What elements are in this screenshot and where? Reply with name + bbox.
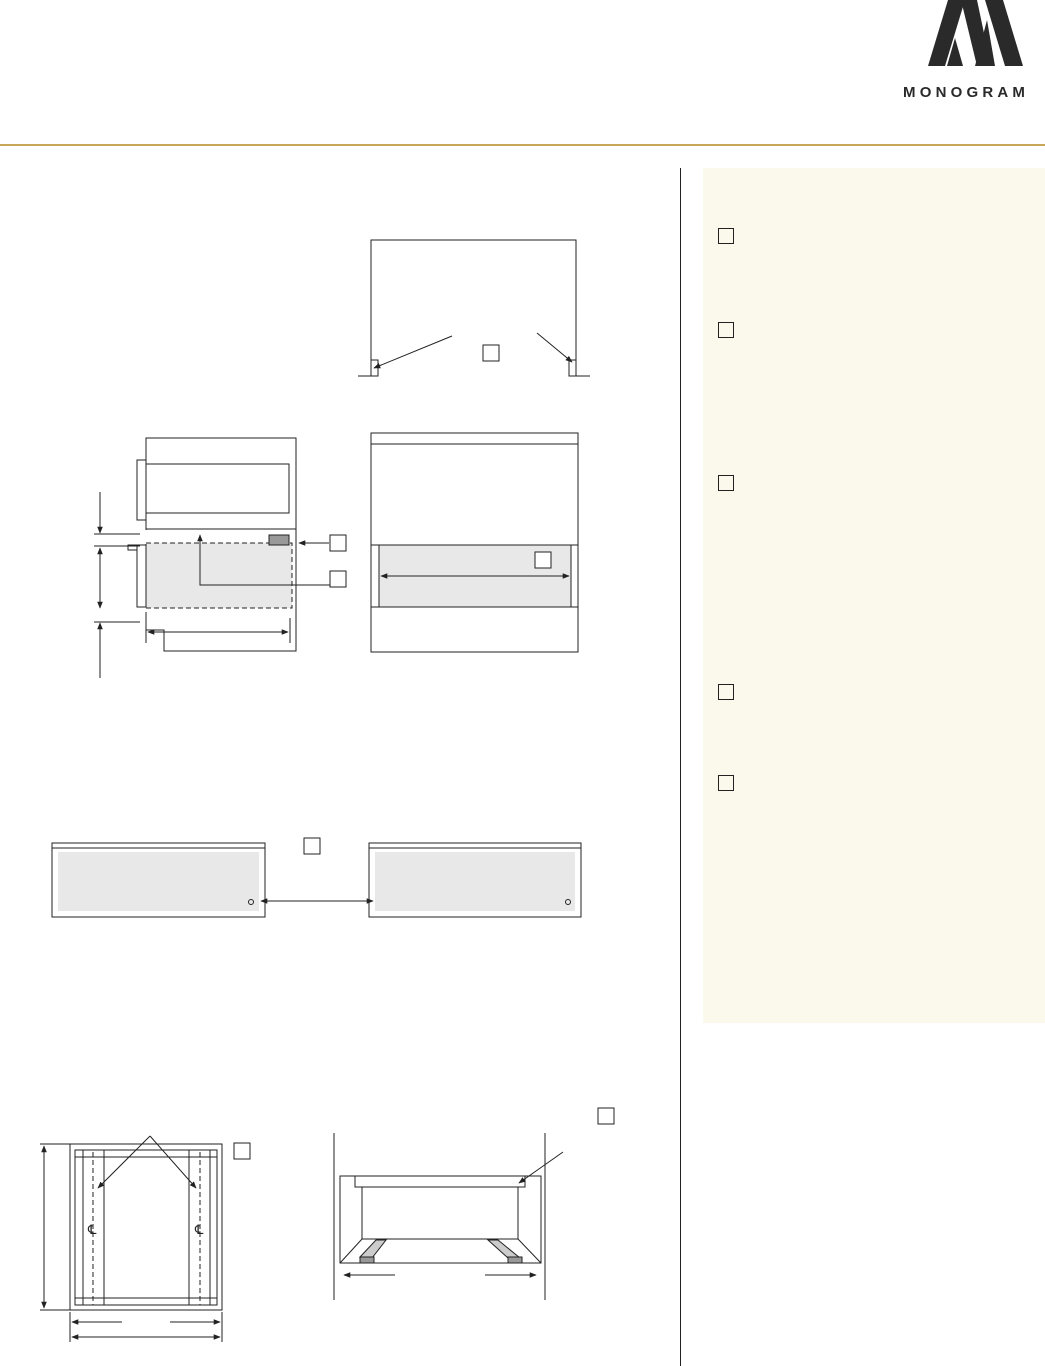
drawing-marker-1 [483,345,499,361]
centerline-symbol-left: ℄ [88,1223,97,1238]
panel-marker-4 [718,684,734,700]
drawing-marker-7 [598,1108,614,1124]
drawing-marker-3 [330,571,346,587]
drawing-marker-5 [304,838,320,854]
panel-marker-5 [718,775,734,791]
centerline-symbol-right: ℄ [195,1223,204,1238]
rail-plan-diagram [40,1136,222,1342]
column-divider [680,168,681,1366]
panel-marker-1 [718,228,734,244]
panel-marker-3 [718,475,734,491]
panel-marker-2 [718,322,734,338]
drawing-marker-4 [535,552,551,568]
drawing-marker-2 [330,535,346,551]
brand-wordmark: MONOGRAM [903,84,1030,101]
cutout-opening-diagram [358,240,590,376]
drawing-marker-6 [234,1143,250,1159]
rail-section-diagram [334,1133,563,1300]
notes-panel [703,168,1045,1023]
front-view-diagram [371,433,578,652]
monogram-logo-icon [925,0,1023,66]
side-view-diagram [94,438,330,678]
